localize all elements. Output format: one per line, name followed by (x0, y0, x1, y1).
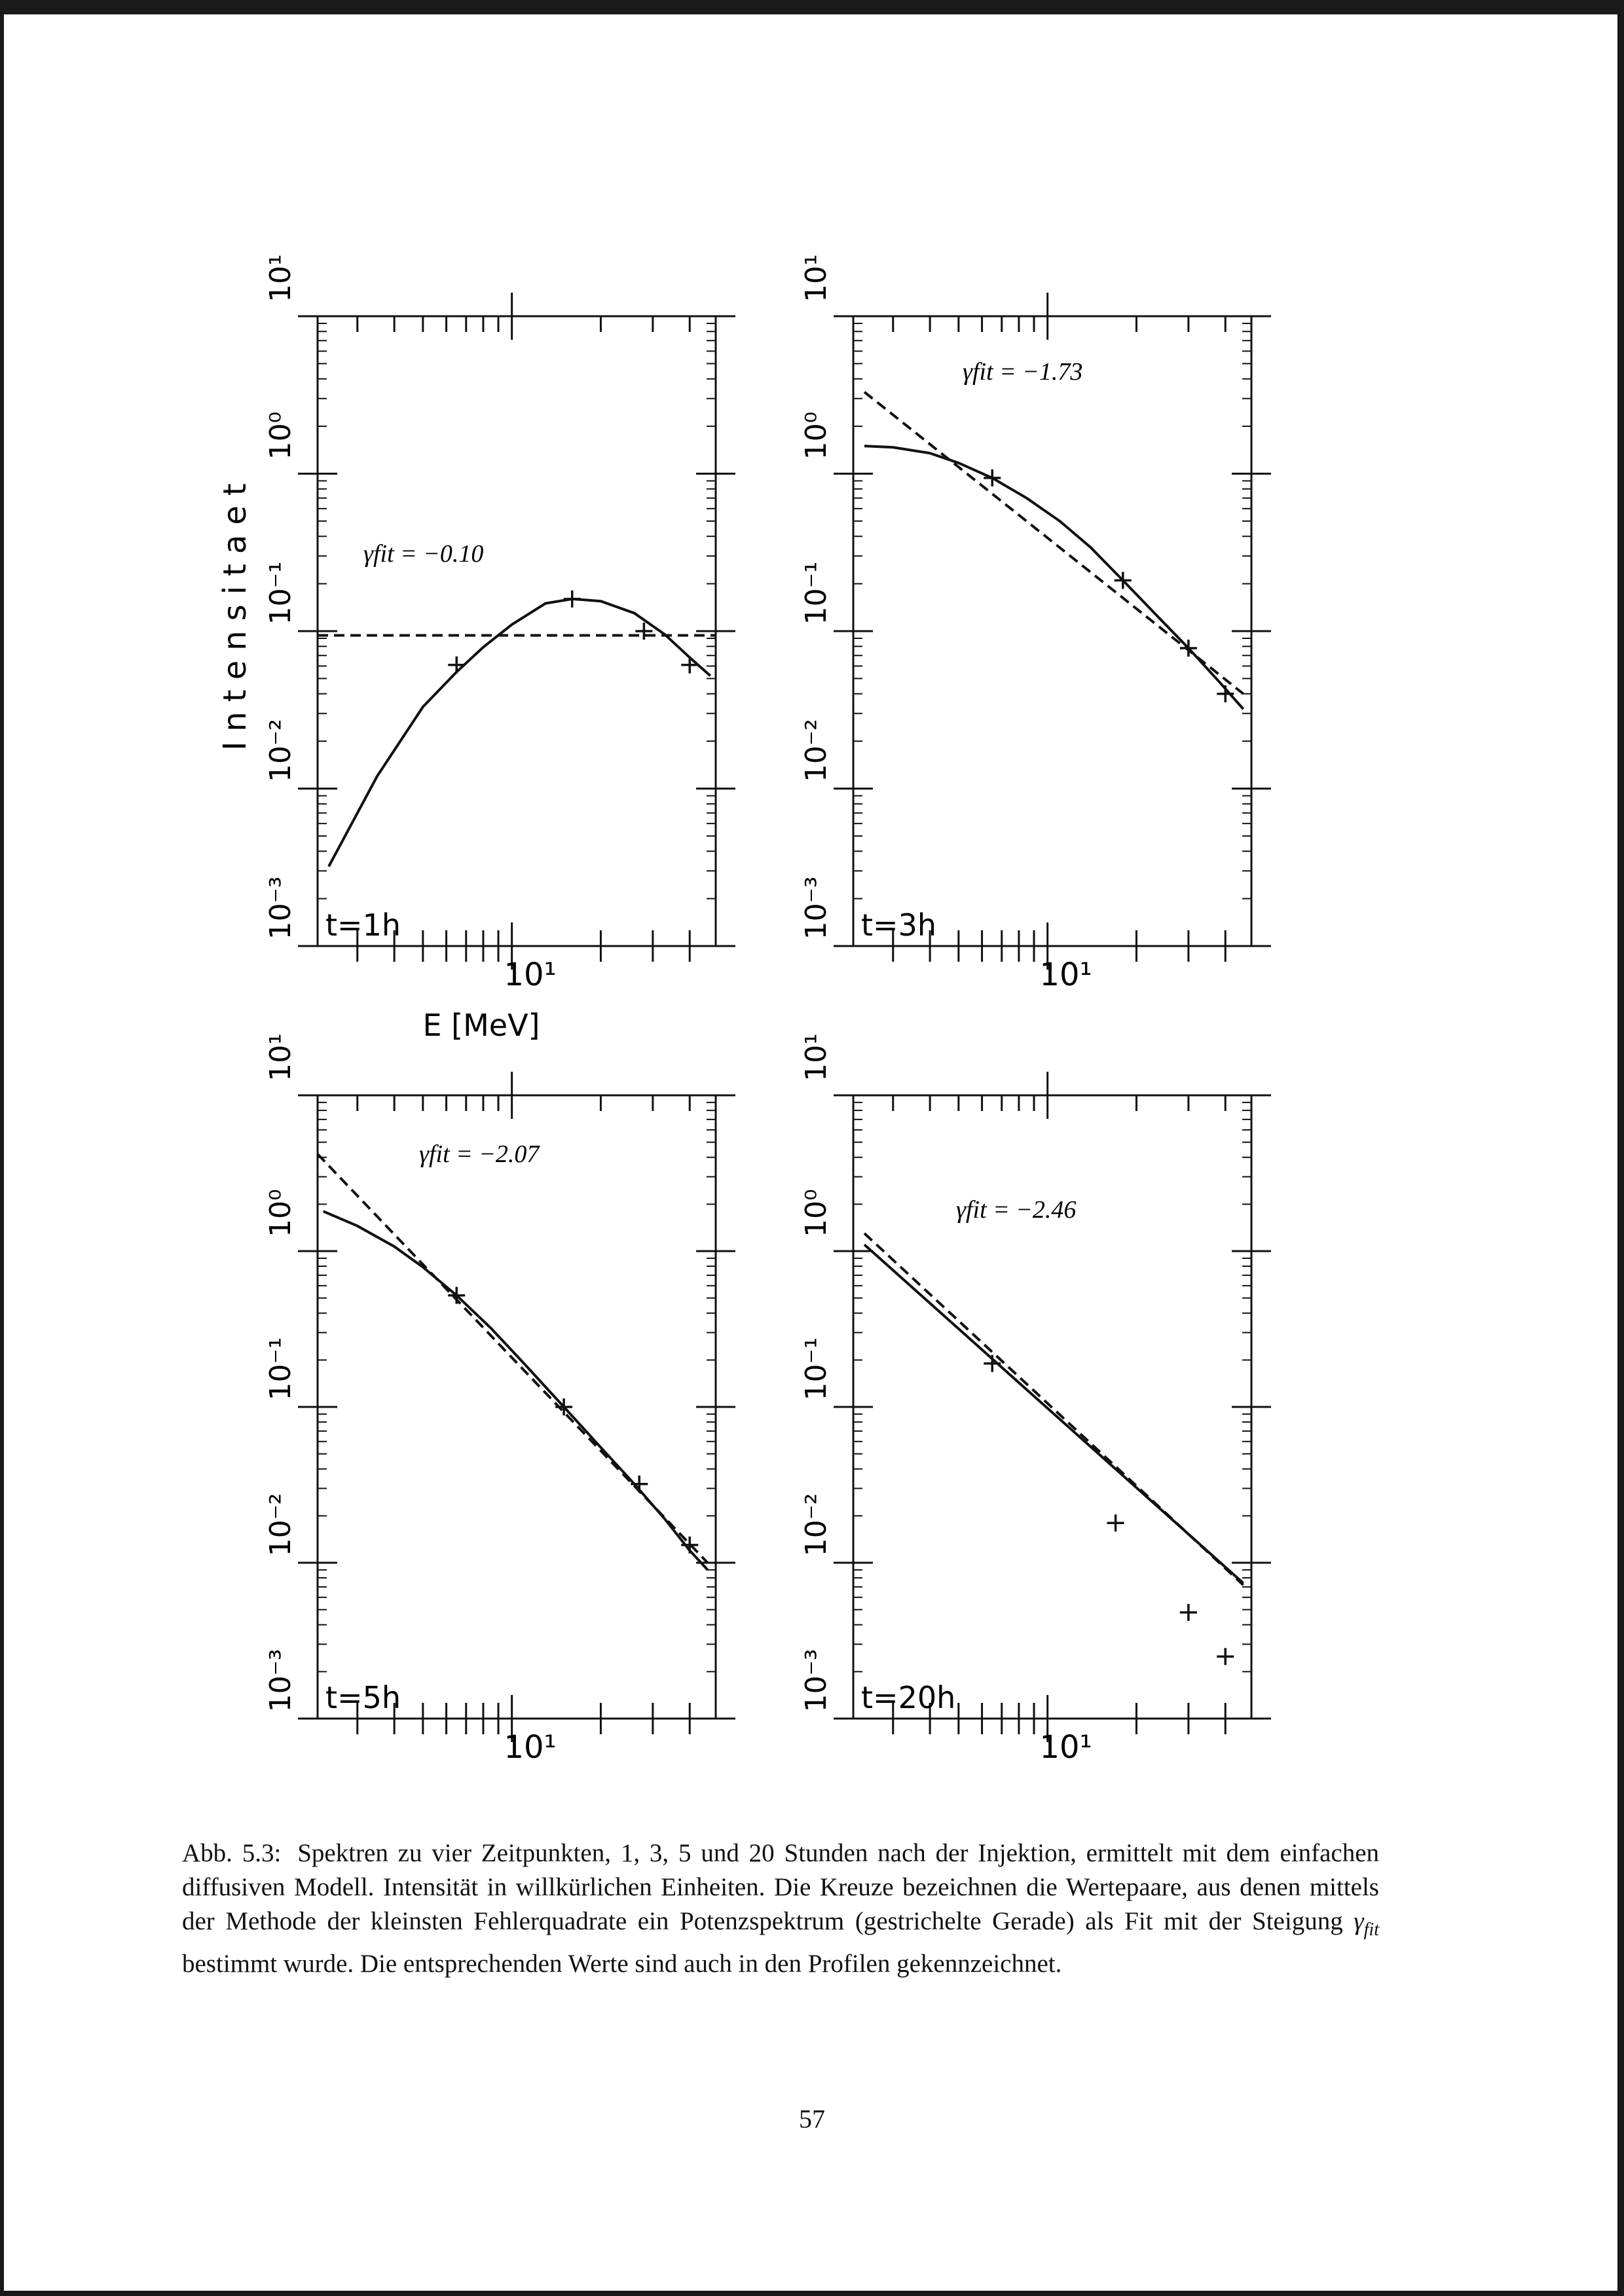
spectrum-curve (323, 1211, 708, 1570)
spectrum-panel-3 (264, 1033, 735, 1766)
gamma-fit-label: γfit = −1.73 (963, 358, 1083, 386)
fit-point-cross (681, 657, 698, 674)
y-tick-label: 10⁰ (264, 1189, 297, 1237)
page-number: 57 (799, 2104, 825, 2134)
y-tick-label: 10⁻³ (264, 1649, 297, 1713)
spectrum-panel-1 (264, 254, 735, 993)
y-tick-label: 10⁰ (264, 411, 297, 460)
panel-frame (318, 1095, 716, 1719)
gamma-fit-label: γfit = −0.10 (363, 540, 484, 568)
y-tick-label: 10⁻³ (800, 876, 833, 940)
fit-point-cross (631, 1476, 648, 1493)
panel-time-label: t=3h (861, 907, 936, 943)
figure-caption (182, 1836, 1379, 1981)
x-tick-label: 10¹ (504, 957, 557, 993)
gamma-fit-label: γfit = −2.07 (419, 1140, 540, 1168)
spectrum-panel-2 (800, 254, 1271, 993)
caption-gamma-symbol: γ (1354, 1907, 1364, 1935)
y-tick-label: 10⁻¹ (264, 561, 297, 625)
fit-point-cross (1180, 1604, 1197, 1621)
panel-time-label: t=1h (325, 907, 401, 943)
y-tick-label: 10¹ (264, 254, 297, 302)
y-tick-label: 10¹ (800, 1033, 833, 1082)
gamma-fit-label: γfit = −2.46 (956, 1196, 1077, 1224)
x-tick-label: 10¹ (1039, 957, 1092, 993)
fit-point-cross (448, 657, 465, 674)
fit-point-cross (1217, 685, 1234, 702)
spectrum-curve (864, 446, 1244, 709)
fit-point-cross (1217, 1648, 1234, 1665)
y-tick-label: 10⁻³ (264, 876, 297, 940)
x-tick-label: 10¹ (1039, 1729, 1092, 1766)
x-tick-label: 10¹ (504, 1729, 557, 1766)
caption-text-2: bestimmt wurde. Die entsprechenden Werte sind auch in den Profilen gekennzeichnet. (182, 1949, 1062, 1978)
x-axis-label: E [MeV] (422, 1008, 540, 1043)
y-tick-label: 10⁻² (264, 719, 297, 782)
y-tick-label: 10⁰ (800, 411, 833, 460)
scan-border-bottom (0, 2291, 1624, 2296)
y-axis-label: Intensitaet (217, 473, 253, 751)
panel-time-label: t=5h (325, 1680, 401, 1715)
y-tick-label: 10⁻¹ (264, 1337, 297, 1401)
caption-gamma-subscript: fit (1363, 1919, 1379, 1940)
y-tick-label: 10⁻¹ (800, 1337, 833, 1401)
fit-point-cross (984, 469, 1001, 486)
panel-time-label: t=20h (861, 1680, 956, 1715)
y-tick-label: 10⁰ (800, 1189, 833, 1237)
y-tick-label: 10¹ (264, 1033, 297, 1082)
y-tick-label: 10⁻² (800, 1493, 833, 1557)
panel-frame (853, 316, 1251, 946)
power-law-fit-line (318, 1154, 708, 1563)
fit-point-cross (564, 591, 581, 608)
caption-label: Abb. 5.3: (182, 1839, 282, 1867)
caption-text-1: Spektren zu vier Zeitpunkten, 1, 3, 5 und 20 Stunden nach der Injektion, ermittelt mit dem einfachen diffusiven Modell. Intensität in willkürlichen Einheiten. Die Kreuze bezeichnen die Wertepaare, aus denen mittels der Methode der kleinsten Fehlerquadrate ein Potenzspektrum (gestrichelte Gerade) als Fit mit der Steigung (182, 1839, 1380, 1935)
spectrum-curve (329, 599, 710, 867)
spectrum-curve (864, 1245, 1244, 1583)
spectrum-panel-4 (800, 1033, 1271, 1766)
y-tick-label: 10¹ (800, 254, 833, 302)
panel-frame (318, 316, 716, 946)
y-tick-label: 10⁻³ (800, 1649, 833, 1713)
fit-point-cross (1107, 1514, 1124, 1531)
y-tick-label: 10⁻² (264, 1493, 297, 1557)
y-tick-label: 10⁻² (800, 719, 833, 782)
y-tick-label: 10⁻¹ (800, 561, 833, 625)
